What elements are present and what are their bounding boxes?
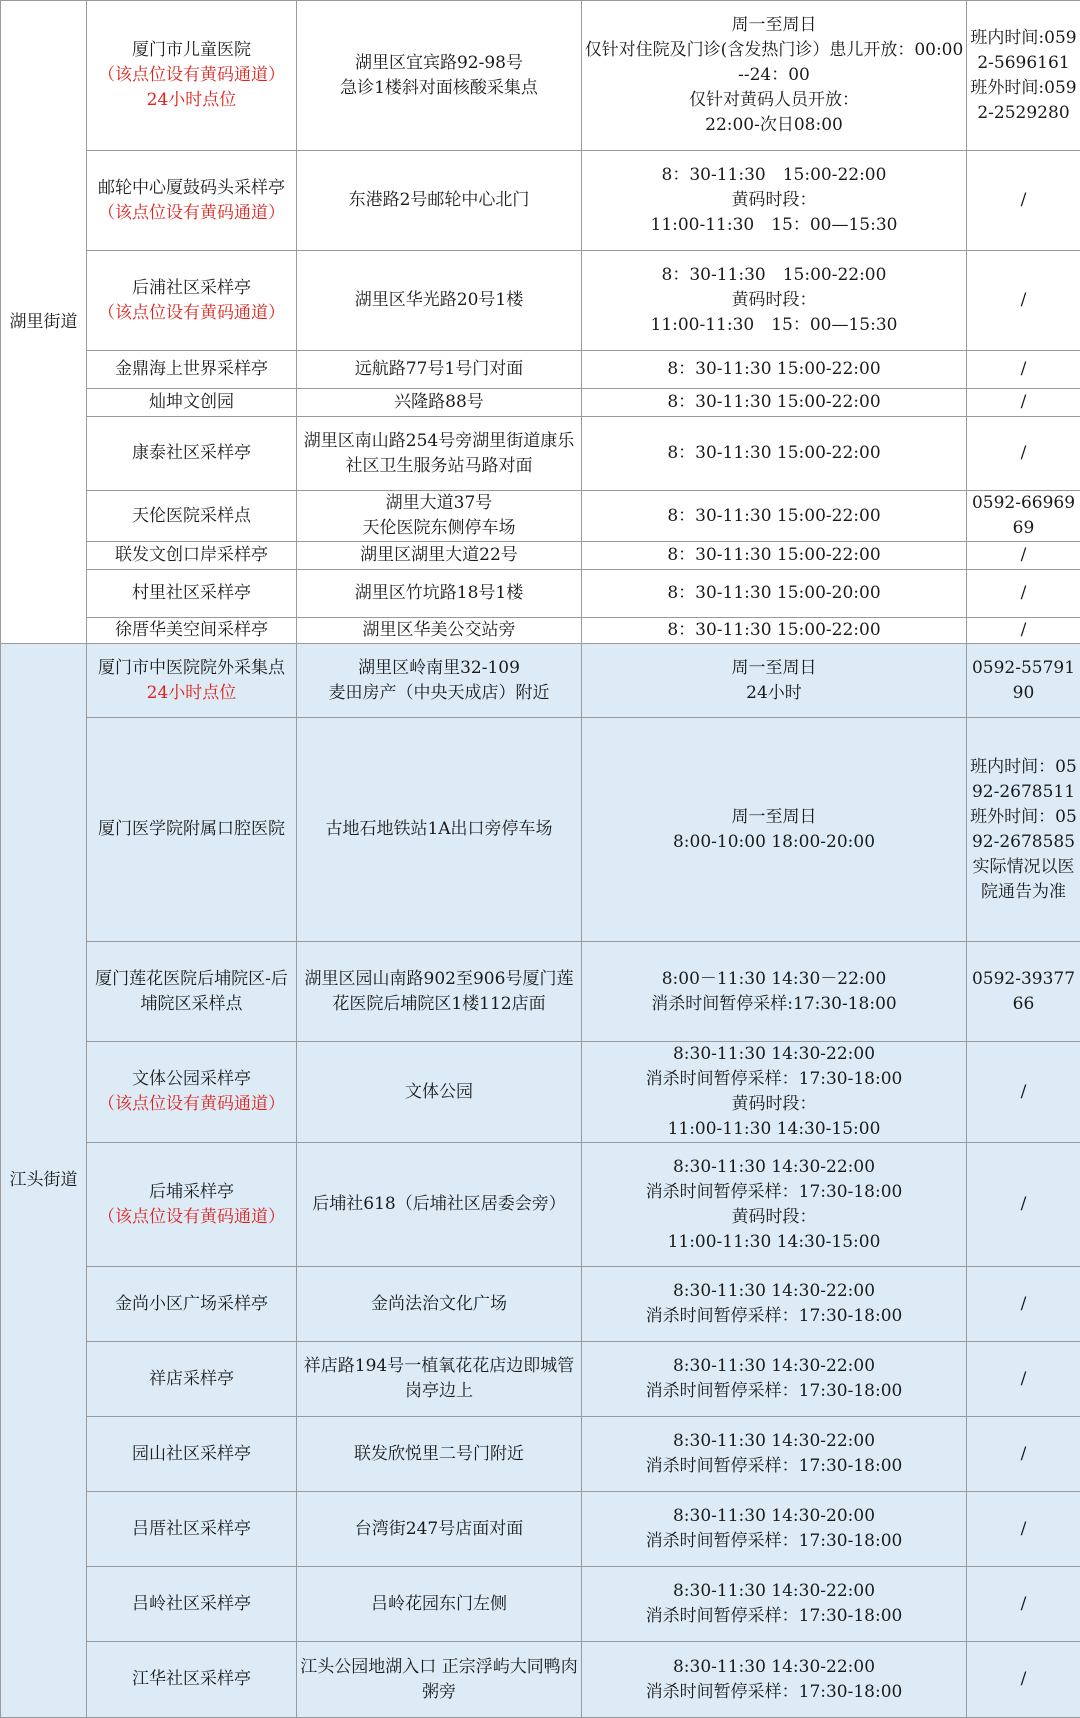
site-address-cell — [297, 644, 582, 718]
site-name-cell: 徐厝华美空间采样亭 — [87, 618, 297, 644]
site-hours-line: 黄码时段： — [584, 288, 964, 313]
site-note: 24小时点位 — [89, 681, 294, 706]
site-name: 厦门市中医院院外采集点 — [89, 656, 294, 681]
site-hours-line: 周一至周日 — [584, 805, 964, 830]
site-hours-line: 8:00-10:00 18:00-20:00 — [584, 830, 964, 855]
site-phone-cell: / — [967, 1417, 1080, 1492]
site-hours-line: 仅针对黄码人员开放： — [584, 88, 964, 113]
site-address-cell: 湖里区园山南路902至906号厦门莲花医院后埔院区1楼112店面 — [297, 942, 582, 1042]
sites-body — [1, 1, 1080, 1718]
site-hours-cell — [582, 1567, 967, 1642]
site-address-line: 湖里区岭南里32-109 — [299, 656, 579, 681]
site-hours-cell — [582, 1417, 967, 1492]
site-phone-line: 班外时间：0592-2678585 — [969, 805, 1078, 855]
site-address-line: 湖里区宜宾路92-98号 — [299, 51, 579, 76]
site-note: （该点位设有黄码通道） — [89, 1205, 294, 1230]
site-address-cell — [297, 151, 582, 251]
site-address-cell: 湖里区南山路254号旁湖里街道康乐社区卫生服务站马路对面 — [297, 417, 582, 491]
site-phone-cell: / — [967, 1267, 1080, 1342]
site-hours-cell — [582, 644, 967, 718]
site-hours-cell — [582, 718, 967, 942]
site-address-cell: 远航路77号1号门对面 — [297, 351, 582, 389]
site-hours-cell — [582, 1492, 967, 1567]
site-phone-cell: / — [967, 389, 1080, 417]
site-address-cell — [297, 251, 582, 351]
site-hours-line: 消杀时间暂停采样：17:30-18:00 — [584, 1067, 964, 1092]
site-address-cell: 联发欣悦里二号门附近 — [297, 1417, 582, 1492]
site-address-line: 麦田房产（中央天成店）附近 — [299, 681, 579, 706]
site-name-cell — [87, 1042, 297, 1143]
site-phone-cell — [967, 718, 1080, 942]
site-phone-line: 实际情况以医院通告为准 — [969, 855, 1078, 905]
site-name-cell: 康泰社区采样亭 — [87, 417, 297, 491]
site-hours-line: 8:30-11:30 14:30-20:00 — [584, 1504, 964, 1529]
site-name: 后埔采样亭 — [89, 1180, 294, 1205]
site-name: 后浦社区采样亭 — [89, 276, 294, 301]
site-name-cell: 吕厝社区采样亭 — [87, 1492, 297, 1567]
site-name-cell — [87, 1143, 297, 1267]
site-hours-cell: 8：30-11:30 15:00-22:00 — [582, 417, 967, 491]
site-hours-cell: 8：30-11:30 15:00-22:00 — [582, 542, 967, 570]
site-hours-cell — [582, 1267, 967, 1342]
site-phone-cell: / — [967, 1567, 1080, 1642]
site-hours-line: 仅针对住院及门诊(含发热门诊）患儿开放：00:00--24：00 — [584, 38, 964, 88]
site-phone-cell: / — [967, 417, 1080, 491]
site-name-cell — [87, 1, 297, 151]
site-hours-line: 黄码时段： — [584, 1205, 964, 1230]
site-hours-line: 消杀时间暂停采样：17:30-18:00 — [584, 1180, 964, 1205]
site-address-cell: 祥店路194号一植氧花花店边即城管岗亭边上 — [297, 1342, 582, 1417]
site-hours-line: 周一至周日 — [584, 656, 964, 681]
site-phone-cell: 0592-5579190 — [967, 644, 1080, 718]
site-hours-line: 8:30-11:30 14:30-22:00 — [584, 1042, 964, 1067]
site-hours-line: 8:30-11:30 14:30-22:00 — [584, 1354, 964, 1379]
site-address-line: 东港路2号邮轮中心北门 — [299, 188, 579, 213]
site-hours-line: 11:00-11:30 15：00—15:30 — [584, 313, 964, 338]
site-hours-line: 11:00-11:30 14:30-15:00 — [584, 1117, 964, 1142]
site-hours-line: 8:30-11:30 14:30-22:00 — [584, 1279, 964, 1304]
site-address-cell: 金尚法治文化广场 — [297, 1267, 582, 1342]
site-address-cell: 后埔社618（后埔社区居委会旁） — [297, 1143, 582, 1267]
site-address-line: 急诊1楼斜对面核酸采集点 — [299, 76, 579, 101]
site-hours-line: 8：30-11:30 15:00-22:00 — [584, 263, 964, 288]
site-phone-cell: / — [967, 1642, 1080, 1718]
site-hours-cell — [582, 1042, 967, 1143]
site-hours-line: 消杀时间暂停采样：17:30-18:00 — [584, 1529, 964, 1554]
site-hours-line: 11:00-11:30 15：00—15:30 — [584, 213, 964, 238]
site-name-cell: 祥店采样亭 — [87, 1342, 297, 1417]
site-hours-line: 8:30-11:30 14:30-22:00 — [584, 1429, 964, 1454]
site-name-cell: 江华社区采样亭 — [87, 1642, 297, 1718]
site-phone-cell: / — [967, 251, 1080, 351]
site-address-cell — [297, 1, 582, 151]
district-cell: 江头街道 — [1, 644, 87, 1718]
site-phone-cell: 0592-6696969 — [967, 491, 1080, 542]
site-name-cell — [87, 151, 297, 251]
site-phone-cell: / — [967, 542, 1080, 570]
site-phone-cell: / — [967, 570, 1080, 618]
site-name: 文体公园采样亭 — [89, 1067, 294, 1092]
site-hours-cell: 8：30-11:30 15:00-20:00 — [582, 570, 967, 618]
site-name-cell — [87, 251, 297, 351]
site-hours-line: 11:00-11:30 14:30-15:00 — [584, 1230, 964, 1255]
site-hours-line: 22:00-次日08:00 — [584, 113, 964, 138]
site-name-cell: 金尚小区广场采样亭 — [87, 1267, 297, 1342]
site-phone-cell: / — [967, 1143, 1080, 1267]
site-note: （该点位设有黄码通道） — [89, 63, 294, 88]
site-hours-line: 黄码时段： — [584, 1092, 964, 1117]
site-name-cell: 吕岭社区采样亭 — [87, 1567, 297, 1642]
site-address-cell: 湖里区华美公交站旁 — [297, 618, 582, 644]
site-address-cell: 江头公园地湖入口 正宗浮屿大同鸭肉粥旁 — [297, 1642, 582, 1718]
site-phone-cell: / — [967, 351, 1080, 389]
site-hours-line: 8:30-11:30 14:30-22:00 — [584, 1579, 964, 1604]
site-name-cell: 天伦医院采样点 — [87, 491, 297, 542]
site-hours-cell — [582, 1642, 967, 1718]
site-address-line: 湖里区华光路20号1楼 — [299, 288, 579, 313]
site-hours-line: 消杀时间暂停采样：17:30-18:00 — [584, 1379, 964, 1404]
site-address-cell: 吕岭花园东门左侧 — [297, 1567, 582, 1642]
site-hours-line: 8:30-11:30 14:30-22:00 — [584, 1655, 964, 1680]
site-phone-line: 班内时间：0592-2678511 — [969, 755, 1078, 805]
site-hours-cell — [582, 151, 967, 251]
district-cell: 湖里街道 — [1, 1, 87, 644]
site-note: 24小时点位 — [89, 88, 294, 113]
site-phone-cell: / — [967, 151, 1080, 251]
site-name-cell: 联发文创口岸采样亭 — [87, 542, 297, 570]
site-hours-cell — [582, 1, 967, 151]
site-address-cell: 湖里区竹坑路18号1楼 — [297, 570, 582, 618]
site-phone-cell: / — [967, 1342, 1080, 1417]
site-hours-cell — [582, 1342, 967, 1417]
site-address-cell: 文体公园 — [297, 1042, 582, 1143]
site-hours-cell — [582, 942, 967, 1042]
site-hours-line: 消杀时间暂停采样：17:30-18:00 — [584, 1680, 964, 1705]
site-hours-line: 周一至周日 — [584, 13, 964, 38]
site-note: （该点位设有黄码通道） — [89, 201, 294, 226]
site-address-cell — [297, 491, 582, 542]
site-name: 邮轮中心厦鼓码头采样亭 — [89, 176, 294, 201]
site-hours-line: 消杀时间暂停采样：17:30-18:00 — [584, 1454, 964, 1479]
site-note: （该点位设有黄码通道） — [89, 1092, 294, 1117]
site-hours-line: 消杀时间暂停采样：17:30-18:00 — [584, 1604, 964, 1629]
site-address-cell: 兴隆路88号 — [297, 389, 582, 417]
site-address-line: 天伦医院东侧停车场 — [299, 516, 579, 541]
site-phone-cell: / — [967, 1492, 1080, 1567]
site-hours-line: 24小时 — [584, 681, 964, 706]
site-name-cell: 村里社区采样亭 — [87, 570, 297, 618]
site-phone-line: 班外时间:0592-2529280 — [969, 76, 1078, 126]
site-address-cell: 古地石地铁站1A出口旁停车场 — [297, 718, 582, 942]
site-phone-line: 班内时间:0592-5696161 — [969, 26, 1078, 76]
site-hours-line: 8:00－11:30 14:30－22:00 — [584, 967, 964, 992]
site-address-cell: 台湾街247号店面对面 — [297, 1492, 582, 1567]
site-name-cell: 灿坤文创园 — [87, 389, 297, 417]
site-name: 厦门市儿童医院 — [89, 38, 294, 63]
site-hours-line: 8:30-11:30 14:30-22:00 — [584, 1155, 964, 1180]
site-address-cell: 湖里区湖里大道22号 — [297, 542, 582, 570]
site-hours-line: 消杀时间暂停采样：17:30-18:00 — [584, 1304, 964, 1329]
site-name-cell: 厦门莲花医院后埔院区-后埔院区采样点 — [87, 942, 297, 1042]
site-hours-cell — [582, 251, 967, 351]
site-note: （该点位设有黄码通道） — [89, 301, 294, 326]
site-hours-cell — [582, 1143, 967, 1267]
site-phone-cell: / — [967, 1042, 1080, 1143]
site-name-cell — [87, 644, 297, 718]
site-hours-line: 消杀时间暂停采样:17:30-18:00 — [584, 992, 964, 1017]
site-hours-line: 8：30-11:30 15:00-22:00 — [584, 163, 964, 188]
site-hours-cell: 8：30-11:30 15:00-22:00 — [582, 389, 967, 417]
site-phone-cell: 0592-3937766 — [967, 942, 1080, 1042]
site-hours-cell: 8：30-11:30 15:00-22:00 — [582, 351, 967, 389]
site-phone-cell — [967, 1, 1080, 151]
site-address-line: 湖里大道37号 — [299, 491, 579, 516]
site-name-cell: 厦门医学院附属口腔医院 — [87, 718, 297, 942]
site-phone-cell: / — [967, 618, 1080, 644]
site-hours-cell: 8：30-11:30 15:00-22:00 — [582, 618, 967, 644]
site-name-cell: 金鼎海上世界采样亭 — [87, 351, 297, 389]
site-hours-cell: 8：30-11:30 15:00-22:00 — [582, 491, 967, 542]
site-name-cell: 园山社区采样亭 — [87, 1417, 297, 1492]
site-hours-line: 黄码时段： — [584, 188, 964, 213]
